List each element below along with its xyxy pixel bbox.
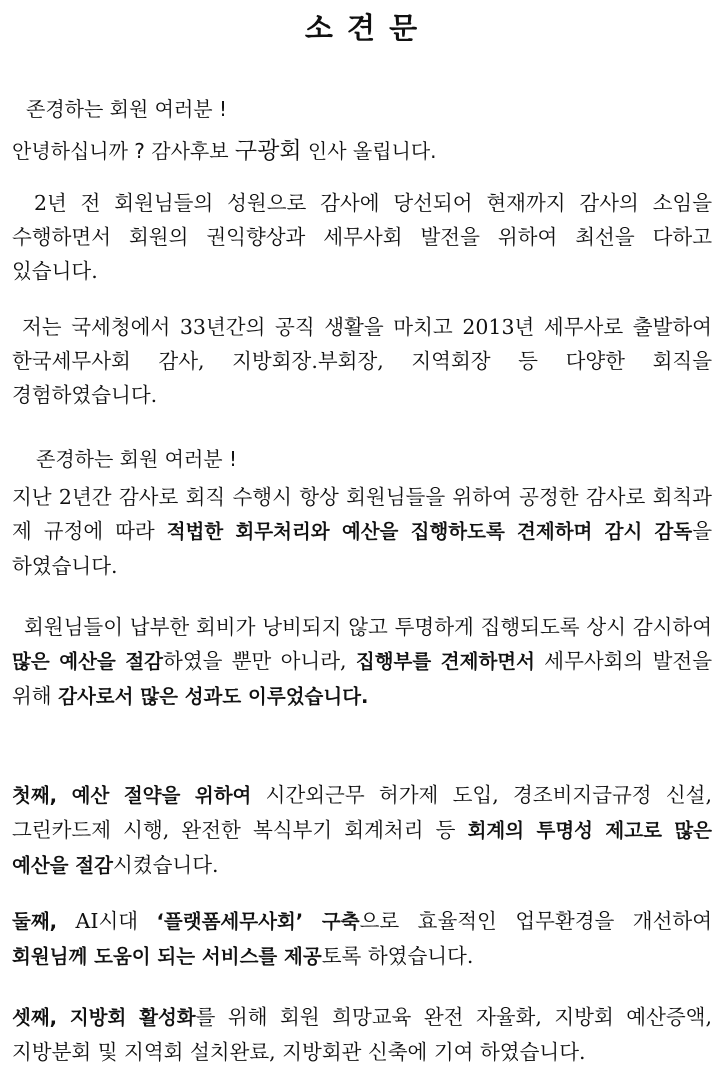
p6-bold-c: ‘플랫폼세무사회’ 구축 [156,910,360,933]
p5-text-d: 시켰습니다. [112,853,219,877]
p6-bold-a: 둘째, [12,910,58,933]
p5-bold-a: 첫째, 예산 절약을 위하여 [12,784,252,807]
paragraph-7 [12,1000,712,1069]
greeting-1: 존경하는 회원 여러분 ! [26,97,227,121]
p3-bold-b: 적법한 회무처리와 예산을 집행하도록 견제하며 감시 감독 [166,520,693,543]
p7-text-b: 를 위해 회원 희망교육 완전 자율화, 지방회 예산증액, 지방분회 및 지역회 설치완료, 지방회관 신축에 기여 하였습니다. [12,1005,712,1064]
p5-text-b: 시간외근무 허가제 도입, 경조비지급규정 신설, 그린카드제 시행, 완전한 복식부기 회계처리 등 [12,783,712,842]
paragraph-4 [12,610,712,714]
document-title: 소 견 문 [304,11,420,45]
p6-text-b: AI시대 [57,909,157,933]
p4-bold-d: 집행부를 견제하면서 [355,650,535,673]
paragraph-5 [12,778,712,883]
paragraph-2: 저는 국세청에서 33년간의 공직 생활을 마치고 2013년 세무사로 출발하여 한국세무사회 감사, 지방회장.부회장, 지역회장 등 다양한 회직을 경험하였습니다. [12,315,712,407]
p6-text-d: 으로 효율적인 업무환경을 개선하여 [359,909,712,933]
paragraph-6 [12,904,712,974]
greeting-2: 존경하는 회원 여러분 ! [36,447,237,471]
intro-text-b: 인사 올립니다. [301,139,437,163]
p4-bold-f: 감사로서 많은 성과도 이루었습니다. [58,685,369,708]
paragraph-1: 2년 전 회원님들의 성원으로 감사에 당선되어 현재까지 감사의 소임을 수행하면서 회원의 권익향상과 세무사회 발전을 위하여 최선을 다하고 있습니다. [12,191,712,283]
p4-text-a: 회원님들이 납부한 회비가 낭비되지 않고 투명하게 집행되도록 상시 감시하여 [24,615,712,639]
p4-bold-b: 많은 예산을 절감 [12,650,164,673]
p6-bold-e: 회원님께 도움이 되는 서비스를 제공 [12,945,322,968]
p6-text-f: 토록 하였습니다. [321,944,474,968]
p4-text-e: 세무사회의 발전을 위해 [12,649,712,708]
p3-text-a: 지난 2년간 감사로 회직 수행시 항상 회원님들을 위하여 공정한 감사로 회칙과 제 규정에 따라 [12,485,712,543]
candidate-name: 구광회 [234,138,302,164]
p5-bold-c: 회계의 투명성 제고로 많은 예산을 절감 [12,819,713,877]
intro-line [12,134,712,168]
p7-bold-a: 셋째, 지방회 활성화 [12,1006,196,1029]
p4-text-c: 하였을 뿐만 아니라, [163,649,356,673]
p3-text-c: 을 하였습니다. [12,519,712,578]
intro-text-a: 안녕하십니까 ? 감사후보 [12,139,235,163]
paragraph-3 [12,480,712,583]
